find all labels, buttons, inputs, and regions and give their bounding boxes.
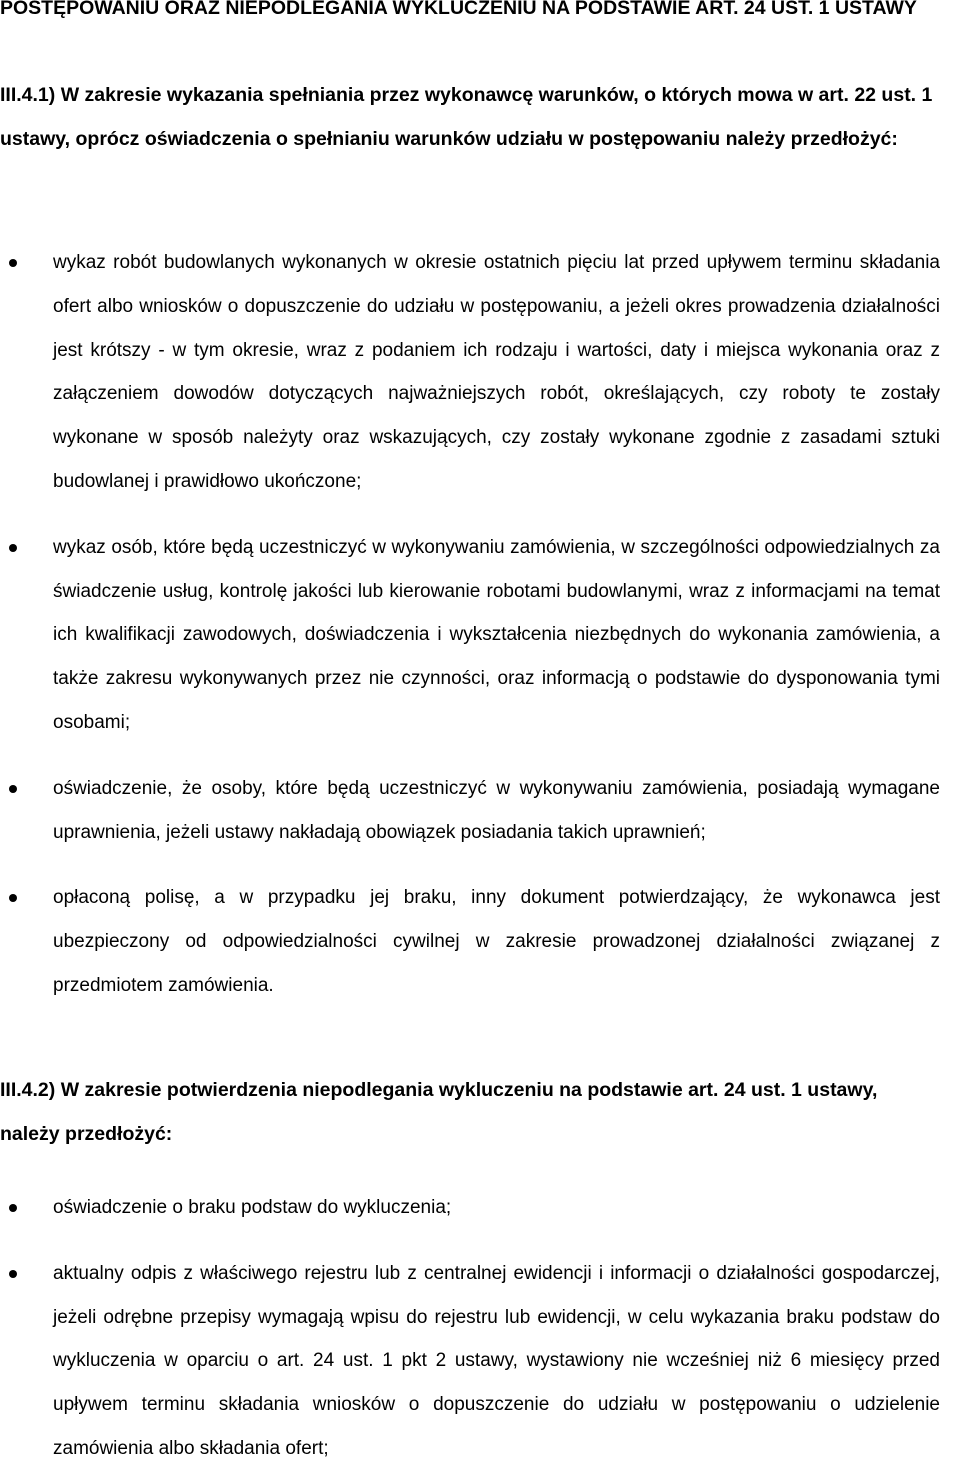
- list-item: [0, 1252, 940, 1471]
- list-item: [0, 526, 940, 745]
- section-heading-continued: POSTĘPOWANIU ORAZ NIEPODLEGANIA WYKLUCZENIU NA PODSTAWIE ART. 24 UST. 1 USTAWY: [0, 0, 917, 19]
- list-item: [0, 1186, 940, 1230]
- list-item-text: wykaz osób, które będą uczestniczyć w wykonywaniu zamówienia, w szczególności odpowiedzialnych za świadczenie usług, kontrolę jakości lub kierowanie robotami budowlanymi, wraz z informacjami na temat ich kwalifikacji zawodowych, doświadczenia i wykształcenia niezbędnych do wykonania zamówienia, a także zakresu wykonywanych przez nie czynności, oraz informacją o podstawie do dysponowania tymi osobami;: [53, 536, 940, 733]
- bullet-icon: [9, 1204, 17, 1212]
- requirements-list: [0, 241, 960, 1008]
- bullet-icon: [9, 785, 17, 793]
- list-item-text: aktualny odpis z właściwego rejestru lub z centralnej ewidencji i informacji o działalności gospodarczej, jeżeli odrębne przepisy wymagają wpisu do rejestru lub ewidencji, w celu wykazania braku podstaw do wykluczenia w oparciu o art. 24 ust. 1 pkt 2 ustawy, wystawiony nie wcześniej niż 6 miesięcy przed upływem terminu składania wniosków o dopuszczenie do udziału w postępowaniu o udzielenie zamówienia albo składania ofert;: [53, 1262, 940, 1459]
- list-item-text: wykaz robót budowlanych wykonanych w okresie ostatnich pięciu lat przed upływem terminu składania ofert albo wniosków o dopuszczenie do udziału w postępowaniu, a jeżeli okres prowadzenia działalności jest krótszy - w tym okresie, wraz z podaniem ich rodzaju i wartości, daty i miejsca wykonania oraz z załączeniem dowodów dotyczących najważniejszych robót, określających, czy roboty te zostały wykonane w sposób należyty oraz wskazujących, czy zostały wykonane zgodnie z zasadami sztuki budowlanej i prawidłowo ukończone;: [53, 252, 940, 492]
- bullet-icon: [9, 544, 17, 552]
- bullet-icon: [9, 894, 17, 902]
- list-item: [0, 767, 940, 855]
- bullet-icon: [9, 1270, 17, 1278]
- section-heading-iii-4-1: III.4.1) W zakresie wykazania spełniania przez wykonawcę warunków, o których mowa w art. 22 ust. 1 ustawy, oprócz oświadczenia o spełnianiu warunków udziału w postępowaniu należy przedłożyć:: [0, 84, 933, 150]
- exclusion-documents-list: [0, 1186, 960, 1471]
- list-item-text: oświadczenie o braku podstaw do wykluczenia;: [53, 1197, 452, 1218]
- list-item-text: oświadczenie, że osoby, które będą uczestniczyć w wykonywaniu zamówienia, posiadają wymagane uprawnienia, jeżeli ustawy nakładają obowiązek posiadania takich uprawnień;: [53, 777, 940, 843]
- list-item: [0, 876, 940, 1007]
- bullet-icon: [9, 259, 17, 267]
- section-heading-iii-4-2: III.4.2) W zakresie potwierdzenia niepodlegania wykluczeniu na podstawie art. 24 ust. 1 ustawy, należy przedłożyć:: [0, 1079, 878, 1145]
- list-item-text: opłaconą polisę, a w przypadku jej braku, inny dokument potwierdzający, że wykonawca jest ubezpieczony od odpowiedzialności cywilnej w zakresie prowadzonej działalności związanej z przedmiotem zamówienia.: [53, 887, 940, 996]
- list-item: [0, 241, 940, 504]
